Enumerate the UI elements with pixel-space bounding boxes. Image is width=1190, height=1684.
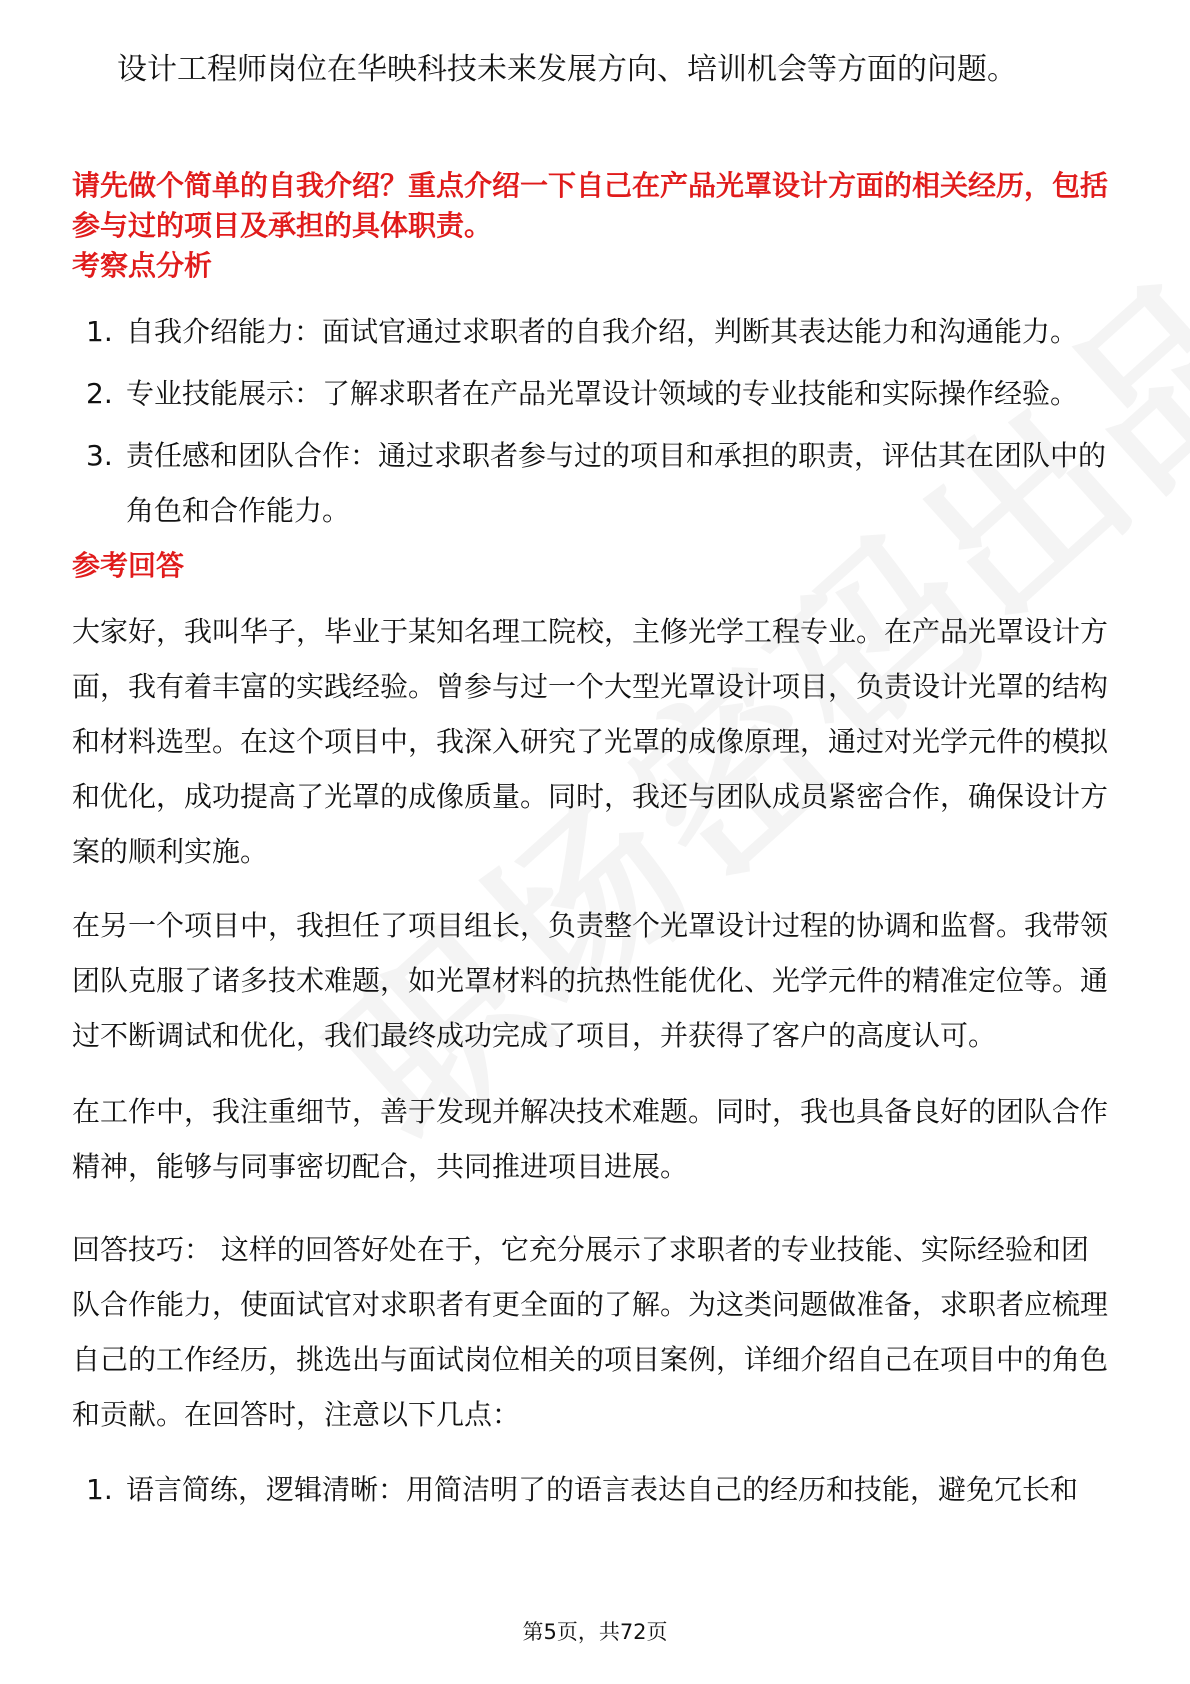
list-item-number: 1. bbox=[86, 1473, 113, 1506]
answer-title: 参考回答 bbox=[72, 549, 185, 582]
list-item bbox=[72, 1462, 1112, 1517]
list-item-number: 2. bbox=[86, 377, 113, 410]
list-item-text: 专业技能展示：了解求职者在产品光罩设计领域的专业技能和实际操作经验。 bbox=[126, 377, 1079, 410]
list-item-text: 自我介绍能力：面试官通过求职者的自我介绍，判断其表达能力和沟通能力。 bbox=[126, 315, 1079, 348]
list-item bbox=[72, 428, 1112, 538]
list-item bbox=[72, 304, 1112, 359]
list-item bbox=[72, 366, 1112, 421]
list-item-number: 1. bbox=[86, 315, 113, 348]
intro-text: 设计工程师岗位在华映科技未来发展方向、培训机会等方面的问题。 bbox=[117, 52, 1017, 87]
list-item-text: 责任感和团队合作：通过求职者参与过的项目和承担的职责，评估其在团队中的角色和合作能力。 bbox=[126, 439, 1107, 527]
analysis-title: 考察点分析 bbox=[72, 249, 213, 282]
list-item-number: 3. bbox=[86, 439, 113, 472]
list-item-text: 语言简练，逻辑清晰：用简洁明了的语言表达自己的经历和技能，避免冗长和 bbox=[126, 1473, 1079, 1506]
answer-tips-paragraph: 回答技巧： 这样的回答好处在于，它充分展示了求职者的专业技能、实际经验和团队合作能力，使面试官对求职者有更全面的了解。为这类问题做准备，求职者应梳理自己的工作经历，挑选出与面试岗位相关的项目案例，详细介绍自己在项目中的角色和贡献。在回答时，注意以下几点： bbox=[72, 1233, 1109, 1431]
analysis-list bbox=[72, 304, 1112, 545]
answer-paragraph-1: 大家好，我叫华子，毕业于某知名理工院校，主修光学工程专业。在产品光罩设计方面，我有着丰富的实践经验。曾参与过一个大型光罩设计项目，负责设计光罩的结构和材料选型。在这个项目中，我深入研究了光罩的成像原理，通过对光学元件的模拟和优化，成功提高了光罩的成像质量。同时，我还与团队成员紧密合作，确保设计方案的顺利实施。 bbox=[72, 615, 1109, 868]
answer-paragraph-2: 在另一个项目中，我担任了项目组长，负责整个光罩设计过程的协调和监督。我带领团队克服了诸多技术难题，如光罩材料的抗热性能优化、光学元件的精准定位等。通过不断调试和优化，我们最终成功完成了项目，并获得了客户的高度认可。 bbox=[72, 909, 1109, 1052]
page-footer: 第5页，共72页 bbox=[522, 1620, 668, 1644]
answer-paragraph-3: 在工作中，我注重细节，善于发现并解决技术难题。同时，我也具备良好的团队合作精神，能够与同事密切配合，共同推进项目进展。 bbox=[72, 1095, 1109, 1183]
question-heading: 请先做个简单的自我介绍？重点介绍一下自己在产品光罩设计方面的相关经历，包括参与过的项目及承担的具体职责。 bbox=[72, 169, 1109, 242]
tips-list bbox=[72, 1462, 1112, 1524]
